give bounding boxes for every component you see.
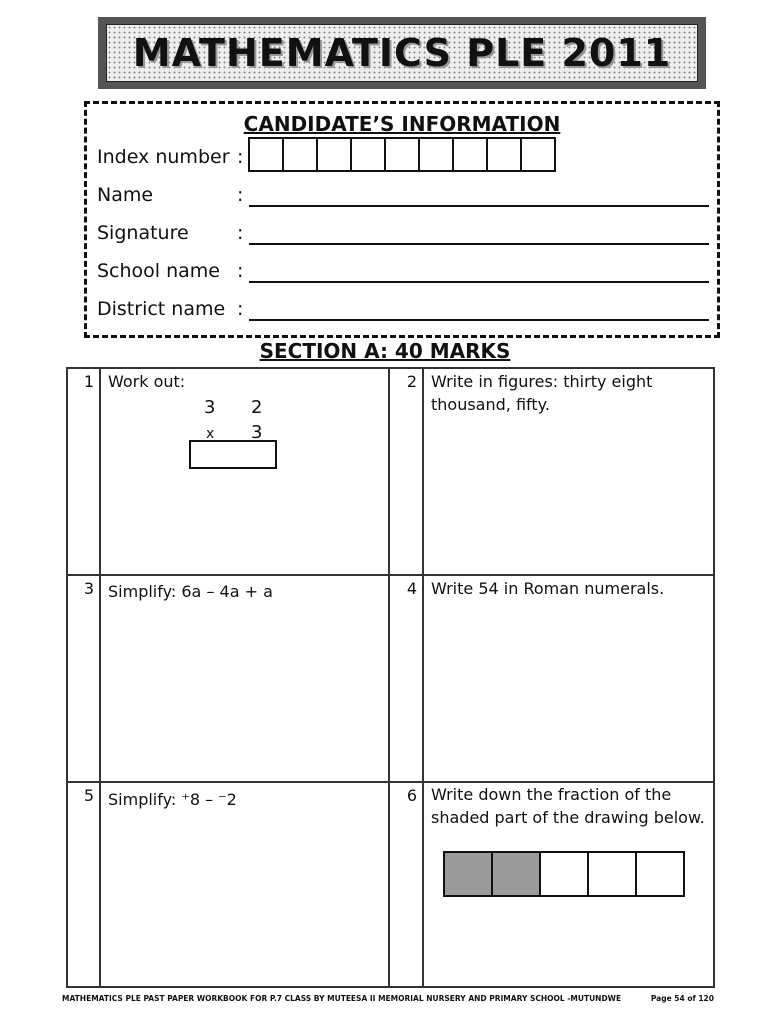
question-number: 1 [83,372,94,391]
unshaded-segment [587,851,637,897]
question-text: Write 54 in Roman numerals. [431,579,665,598]
footer-credit: MATHEMATICS PLE PAST PAPER WORKBOOK FOR P.7 CLASS BY MUTEESA II MEMORIAL NURSERY AND PRIMARY SCHOOL -MUTUNDWE [62,994,622,1003]
page-number: Page 54 of 120 [650,994,714,1003]
question-text: Work out: [108,372,186,391]
title-banner [98,17,706,89]
candidate-info-box [84,101,720,338]
index-number-colon: : [237,146,244,168]
multiplicand-ones: 2 [251,397,263,418]
index-digit-box[interactable] [384,137,420,172]
district-name-label: District name [97,298,226,320]
index-number-boxes [250,137,556,172]
question-number: 3 [83,579,94,598]
school-name-colon: : [237,260,244,282]
signature-field [97,222,244,244]
grid-divider [68,574,713,576]
signature-line[interactable] [249,243,709,245]
unshaded-segment [539,851,589,897]
school-name-field [97,260,244,282]
index-number-label: Index number [97,146,230,168]
unshaded-segment [635,851,685,897]
grid-divider [388,369,390,986]
question-number: 5 [83,786,94,805]
question-text: Write in figures: thirty eight thousand, fifty. [431,372,653,414]
page-title: MATHEMATICS PLE 2011 [132,31,672,75]
signature-colon: : [237,222,244,244]
name-line[interactable] [249,205,709,207]
question-grid [66,367,715,988]
index-digit-box[interactable] [248,137,284,172]
name-colon: : [237,184,244,206]
school-name-label: School name [97,260,220,282]
question-number: 4 [406,579,417,598]
signature-label: Signature [97,222,189,244]
question-text: Simplify: ⁺8 – ⁻2 [108,790,237,809]
multiplier: 3 [251,422,263,443]
district-name-line[interactable] [249,319,709,321]
grid-divider [422,369,424,986]
district-name-colon: : [237,298,244,320]
school-name-line[interactable] [249,281,709,283]
question-number: 6 [406,786,417,805]
answer-box[interactable] [189,440,277,469]
title-banner-inner [106,24,698,82]
index-digit-box[interactable] [486,137,522,172]
question-text: Write down the fraction of the shaded part of the drawing below. [431,785,705,827]
index-digit-box[interactable] [282,137,318,172]
question-number: 2 [406,372,417,391]
index-digit-box[interactable] [316,137,352,172]
name-field [97,184,244,206]
grid-divider [99,369,101,986]
multiply-operator: x [206,426,215,442]
district-name-field [97,298,244,320]
question-text: Simplify: 6a – 4a + a [108,582,273,601]
candidate-info-heading: CANDIDATE’S INFORMATION [243,112,561,136]
index-digit-box[interactable] [418,137,454,172]
multiplicand-tens: 3 [204,397,216,418]
index-digit-box[interactable] [452,137,488,172]
index-digit-box[interactable] [520,137,556,172]
fraction-strip [445,851,685,897]
name-label: Name [97,184,154,206]
shaded-segment [491,851,541,897]
section-heading: SECTION A: 40 MARKS [259,339,511,363]
index-number-field [97,146,244,168]
shaded-segment [443,851,493,897]
index-digit-box[interactable] [350,137,386,172]
